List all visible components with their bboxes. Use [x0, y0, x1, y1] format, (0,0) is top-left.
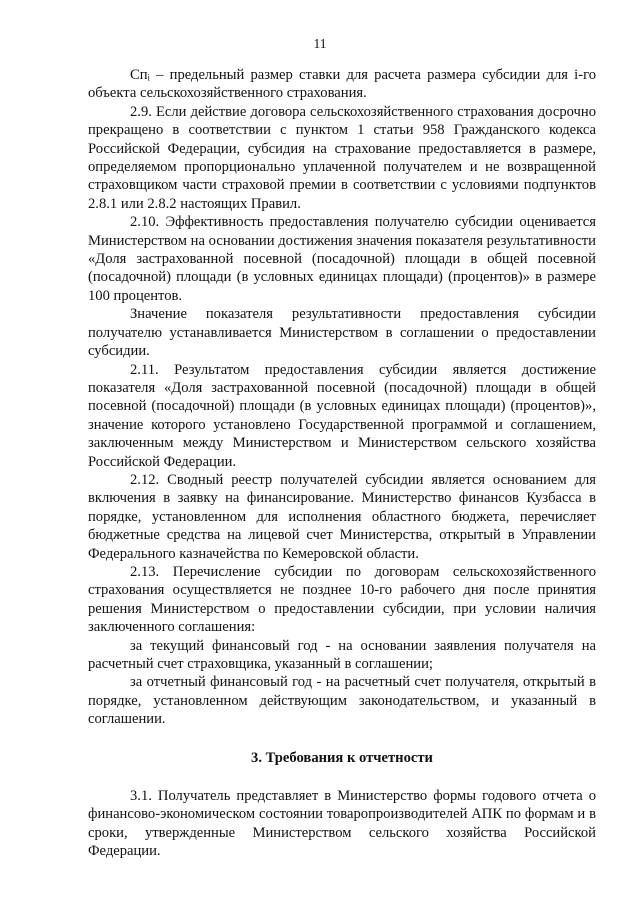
page-number: 11 [313, 36, 327, 51]
paragraph-3-1: 3.1. Получатель представляет в Министерство формы годового отчета о финансово-экономическом состоянии товаропроизводителей АПК по формам и в сроки, утвержденные Министерством сельского хозяйства Российской Федерации. [88, 788, 596, 860]
paragraph-2-11: 2.11. Результатом предоставления субсидии является достижение показателя «Доля застрахованной посевной (посадочной) площади в общей посевной (посадочной) площади (в условных единицах площади) (процентов)», значение которого установлено Государственной программой и соглашением, заключенным между Министерством и Министерством сельского хозяйства Российской Федерации. [88, 361, 596, 470]
paragraph-indicator-value: Значение показателя результативности предоставления субсидии получателю устанавливается Министерством в соглашении о предоставлении субсидии. [88, 306, 596, 360]
document-body [88, 66, 596, 861]
paragraph-sp-definition: Спᵢ – предельный размер ставки для расчета размера субсидии для i-го объекта сельскохозяйственного страхования. [88, 67, 596, 102]
paragraph-reporting-year: за отчетный финансовый год - на расчетный счет получателя, открытый в порядке, установленном действующим законодательством, и указанный в соглашении. [88, 674, 596, 728]
paragraph-2-9: 2.9. Если действие договора сельскохозяйственного страхования досрочно прекращено в соответствии с пунктом 1 статьи 958 Гражданского кодекса Российской Федерации, субсидия на страхование предоставляется в размере, определяемом пропорционально уплаченной получателем и не возвращенной страховщиком части страховой премии в соответствии с условиями подпунктов 2.8.1 или 2.8.2 настоящих Правил. [88, 103, 596, 212]
section-title: 3. Требования к отчетности [251, 749, 433, 766]
paragraph-2-12: 2.12. Сводный реестр получателей субсидии является основанием для включения в заявку на финансирование. Министерство финансов Кузбасса в порядке, установленном для исполнения областного бюджета, перечисляет бюджетные средства на лицевой счет Министерства, открытый в Управлении Федерального казначейства по Кемеровской области. [88, 471, 596, 562]
paragraph-current-year: за текущий финансовый год - на основании заявления получателя на расчетный счет страховщика, указанный в соглашении; [88, 637, 596, 672]
paragraph-2-13: 2.13. Перечисление субсидии по договорам сельскохозяйственного страхования осуществляется не позднее 10-го рабочего дня после принятия решения Министерством о предоставлении субсидии, при условии наличия заключенного соглашения: [88, 563, 596, 636]
paragraph-2-10: 2.10. Эффективность предоставления получателю субсидии оценивается Министерством на основании достижения значения показателя результативности «Доля застрахованной посевной (посадочной) площади в общей посевной (посадочной) площади (в условных единицах площади) (процентов)» в размере 100 процентов. [88, 214, 596, 304]
